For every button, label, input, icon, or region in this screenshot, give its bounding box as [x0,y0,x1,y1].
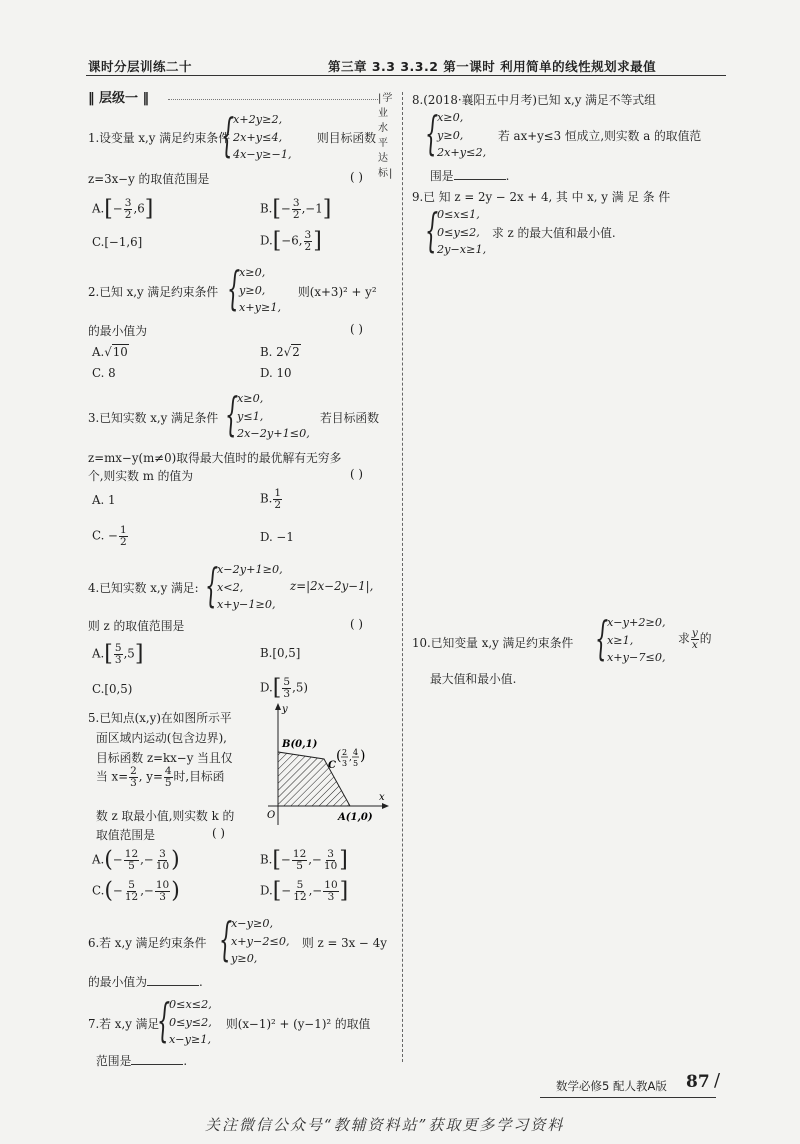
q5-x-den: 3 [130,777,137,789]
q1-sys-1: { x+2y≥2, [233,113,283,126]
q5-origin-label: O [267,810,276,821]
q9-sys-1: { 0≤x≤1, [437,208,480,221]
q2-sys-2: y≥0, [239,283,266,297]
q10-sys-3: x+y−7≤0, [607,651,666,664]
q3-tail: 若目标函数 [320,411,379,425]
q5-line4 [96,766,224,789]
header-right: 第三章 3.3 3.3.2 第一课时 利用简单的线性规划求最值 [328,59,657,74]
q4-d-den: 3 [283,688,291,700]
q4-d-rest: ,5) [292,680,308,695]
q5-point-c-rparen: ) [360,748,366,764]
q2-line2: 的最小值为 [88,324,147,338]
q5-line1: 5.已知点(x,y)在如图所示平 [88,711,232,725]
q2-option-a [92,345,129,359]
q10-lead: 10.已知变量 x,y 满足约束条件 [412,636,574,650]
q9-tail: 求 z 的最大值和最小值. [492,226,616,240]
q5-d-num1: 5 [296,879,304,891]
q8-line2: 围是 . [430,169,510,183]
q5-l4-c: 时,目标函 [173,769,225,784]
q4-tail: z=|2x−2y−1|, [290,579,374,593]
q2-b-label: B. 2√ [260,345,292,359]
q4-option-a: A.[ $\frac{5}{3}$ ,5] [92,641,144,667]
footer-book: 数学必修5 配人教A版 [556,1079,667,1093]
q8-lead: 8.(2018·襄阳五中月考)已知 x,y 满足不等式组 [412,93,656,107]
q5-c-den1: 12 [124,891,139,903]
q5-b-num2: 3 [327,848,334,860]
q3-system [230,390,310,443]
q4-lead: 4.已知实数 x,y 满足: [88,581,199,595]
q2-tail: 则(x+3)² + y² [298,285,377,299]
q5-c-x-den: 3 [342,759,348,768]
q3-c-num: 1 [120,524,127,536]
q2-system [232,264,281,317]
q10-sys-2: x≥1, [607,633,634,647]
q1-d-num: 3 [304,229,312,241]
q7-sys-1: { 0≤x≤2, [169,998,212,1011]
q5-a-label: A. [92,852,105,867]
q5-c-num1: 5 [128,879,135,891]
q6-line2-text: 的最小值为 [88,975,147,989]
q2-option-b [260,345,301,359]
q3-line2: z=mx−y(m≠0)取得最大值时的最优解有无穷多 [88,451,342,465]
q5-l4-b: , y= [138,769,163,784]
q5-d-den1: 12 [293,891,307,903]
q10-frac-den: x [691,639,698,651]
q5-a-num1: 12 [124,848,139,860]
q1-a-label: A. [92,201,105,216]
q5-b-den2: 10 [323,860,338,872]
q5-line5: 数 z 取最小值,则实数 k 的 [96,809,235,823]
q8-sys-2: y≥0, [437,128,464,142]
q5-option-a: A.(− $\frac{12}{5}$ ,− $\frac{3}{10}$ ) [92,847,180,873]
q5-x-arrow-icon [382,803,389,809]
q4-sys-3: x+y−1≥0, [217,598,276,611]
q2-sys-3: x+y≥1, [239,301,282,314]
q5-y-num: 4 [164,765,172,777]
q3-c-den: 2 [120,536,127,548]
column-divider [402,92,403,1062]
q5-d-den2: 3 [327,891,335,903]
q1-d-rest: −6, [281,233,303,248]
q10-tail-text: 求 [678,631,690,646]
q4-option-c: C.[0,5) [92,682,133,696]
q10-tail-text-2: 的 [699,631,712,646]
q4-sys-1: { x−2y+1≥0, [217,563,283,576]
q10-system [600,614,666,667]
q5-point-c-lparen: ( [336,748,342,764]
q1-option-b: B.[− $\frac{3}{2}$ ,−1] [260,196,332,222]
q1-a-rest: ,6 [133,201,145,216]
q8-sys-3: 2x+y≤2, [437,146,487,159]
q6-sys-2: x+y−2≤0, [231,934,290,948]
q1-sys-3: 4x−y≥−1, [233,148,292,161]
q4-line2: 则 z 的取值范围是 [88,619,185,633]
q1-d-den: 2 [304,241,312,253]
q3-option-b [260,488,283,511]
q6-answer-blank[interactable] [147,985,199,986]
handwriting-note: 关注微信公众号“教辅资料站”获取更多学习资料 [205,1116,565,1134]
q4-a-num: 5 [114,642,122,654]
q5-point-c-label: C [328,760,336,771]
q5-y-den: 5 [164,777,172,789]
q5-line3: 目标函数 z=kx−y 当且仅 [96,751,233,765]
q1-b-num: 3 [292,197,300,209]
q7-answer-blank[interactable] [131,1064,183,1065]
q5-b-label: B. [260,852,273,867]
q3-c-label: C. − [92,528,118,543]
q4-option-d: D.[ $\frac{5}{3}$ ,5) [260,675,308,701]
q1-option-d: D.[−6, $\frac{3}{2}$ ] [260,228,322,254]
q9-lead: 9.已 知 z = 2y − 2x + 4, 其 中 x, y 满 足 条 件 [412,190,671,204]
q5-line2: 面区域内运动(包含边界), [96,731,227,745]
q8-tail: 若 ax+y≤3 恒成立,则实数 a 的取值范 [498,129,702,143]
q6-line2: 的最小值为 . [88,975,203,989]
q2-option-c: C. 8 [92,366,116,380]
q1-b-den: 2 [292,209,300,221]
q7-lead: 7.若 x,y 满足 [88,1017,160,1031]
q3-paren: ( ) [350,467,363,481]
q1-b-minus: − [281,201,291,216]
q9-sys-3: 2y−x≥1, [437,243,487,256]
q10-tail [678,628,712,651]
q8-sys-1: { x≥0, [437,111,464,124]
q1-option-a: A.[− $\frac{3}{2}$ ,6] [92,196,154,222]
q1-tail: 则目标函数 [317,131,376,145]
q5-a-den2: 10 [155,860,170,872]
q3-option-c [92,525,129,548]
q4-d-num: 5 [283,676,291,688]
q1-d-label: D. [260,233,273,248]
q3-b-den: 2 [274,499,282,511]
q8-system [430,109,486,162]
q3-option-d: D. −1 [260,530,294,544]
header-rule [86,75,726,76]
q2-paren: ( ) [350,322,363,336]
q3-b-label: B. [260,491,273,506]
level-dots [168,99,378,100]
q3-line3: 个,则实数 m 的值为 [88,469,194,483]
q5-c-y-den: 5 [353,759,359,768]
q5-y-arrow-icon [275,703,281,710]
q7-line2: 范围是 . [96,1054,188,1068]
q1-sys-2: 2x+y≤4, [233,130,283,144]
q5-paren: ( ) [212,826,225,840]
q4-d-label: D. [260,680,273,695]
q5-l4-a: 当 x= [96,769,129,784]
q1-lead: 1.设变量 x,y 满足约束条件 [88,131,230,145]
q5-y-label: y [282,704,288,715]
q5-x-label: x [379,792,385,803]
header-left: 课时分层训练二十 [88,59,193,74]
q7-sys-2: 0≤y≤2, [169,1015,212,1029]
q5-point-a: A(1,0) [338,812,373,823]
q1-paren: ( ) [350,170,363,184]
q1-a-num: 3 [124,197,132,209]
q6-lead: 6.若 x,y 满足约束条件 [88,936,207,950]
level-tag: |学业水平达标| [378,93,394,179]
q6-sys-1: { x−y≥0, [231,917,274,930]
q7-line2-text: 范围是 [96,1054,132,1068]
q5-c-den2: 3 [159,891,166,903]
q4-a-label: A. [92,646,105,661]
q10-line2: 最大值和最小值. [430,672,517,686]
q10-frac-num: y [691,627,698,639]
q2-a-radicand: 10 [112,345,128,359]
q5-a-num2: 3 [159,848,166,860]
q4-sys-2: x<2, [217,580,244,594]
q2-b-radicand: 2 [292,345,300,359]
level-title: ‖ 层级一 ‖ [88,91,150,106]
q2-lead: 2.已知 x,y 满足约束条件 [88,285,219,299]
q7-system [162,996,212,1049]
q5-point-b: B(0,1) [282,739,318,750]
q1-b-label: B. [260,201,273,216]
q9-sys-2: 0≤y≤2, [437,225,480,239]
q5-a-den1: 5 [128,860,135,872]
q5-c-label: C. [92,883,105,898]
q4-system [210,561,283,614]
q5-c-comma: , [349,753,352,763]
q5-option-c: C.(− $\frac{5}{12}$ ,− $\frac{10}{3}$ ) [92,878,180,904]
q1-b-rest: ,−1 [301,201,323,216]
q5-b-num1: 12 [292,848,307,860]
q6-tail: 则 z = 3x − 4y [302,936,387,950]
q5-d-num2: 10 [324,879,338,891]
q2-sys-1: { x≥0, [239,266,266,279]
footer-slash: / [714,1070,721,1091]
q4-a-den: 3 [114,654,122,666]
q2-a-label: A.√ [92,345,112,359]
q4-paren: ( ) [350,617,363,631]
q10-sys-1: { x−y+2≥0, [607,616,666,629]
q1-option-c: C.[−1,6] [92,235,143,249]
q7-sys-3: x−y≥1, [169,1033,212,1046]
q4-option-b: B.[0,5] [260,646,301,660]
q1-line2: z=3x−y 的取值范围是 [88,172,210,186]
q5-line6: 取值范围是 [96,828,155,842]
q3-sys-2: y≤1, [237,409,264,423]
q5-d-label: D. [260,883,273,898]
q3-sys-3: 2x−2y+1≤0, [237,427,310,440]
q5-c-y-num: 4 [353,748,359,757]
q3-b-num: 1 [274,487,282,499]
q5-option-d: D.[− $\frac{5}{12}$ ,− $\frac{10}{3}$ ] [260,878,349,904]
q7-tail: 则(x−1)² + (y−1)² 的取值 [226,1017,371,1031]
q5-x-num: 2 [130,765,137,777]
q1-system [226,111,292,164]
q8-answer-blank[interactable] [454,179,506,180]
q5-figure [262,700,392,830]
q4-a-rest: ,5 [123,646,135,661]
footer-rule [540,1097,716,1098]
q5-c-num2: 10 [155,879,170,891]
q2-option-d: D. 10 [260,366,292,380]
q8-line2-text: 围是 [430,169,454,183]
q3-option-a: A. 1 [92,493,116,507]
q3-sys-1: { x≥0, [237,392,264,405]
q3-lead: 3.已知实数 x,y 满足条件 [88,411,219,425]
q5-option-b: B.[− $\frac{12}{5}$ ,− $\frac{3}{10}$ ] [260,847,348,873]
q5-b-den1: 5 [296,860,303,872]
q6-sys-3: y≥0, [231,952,258,965]
q6-system [224,915,290,968]
page-number: 87 [686,1072,710,1092]
q5-c-x-num: 2 [342,748,348,757]
q1-a-den: 2 [124,209,132,221]
q9-system [430,206,486,259]
q1-a-minus: − [112,201,123,216]
